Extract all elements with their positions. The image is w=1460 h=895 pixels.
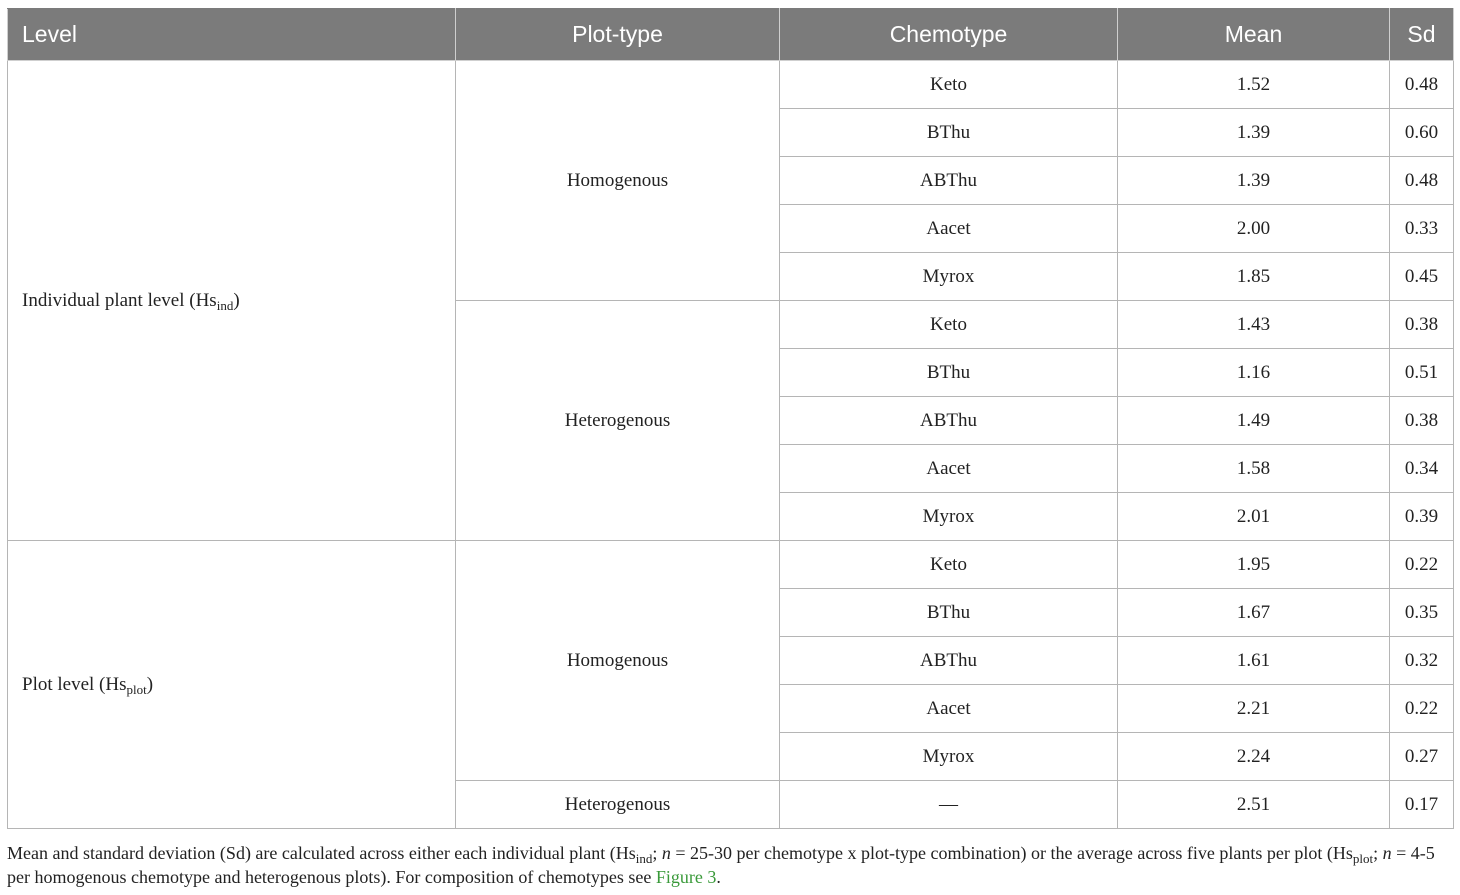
sd-cell: 0.39 <box>1390 493 1454 541</box>
chemotype-cell: BThu <box>780 589 1118 637</box>
mean-cell: 1.39 <box>1118 109 1390 157</box>
sd-cell: 0.38 <box>1390 397 1454 445</box>
mean-cell: 1.16 <box>1118 349 1390 397</box>
data-table <box>7 8 1454 829</box>
mean-cell: 1.39 <box>1118 157 1390 205</box>
sd-cell: 0.32 <box>1390 637 1454 685</box>
mean-cell: 1.43 <box>1118 301 1390 349</box>
header-chemotype: Chemotype <box>780 9 1118 61</box>
chemotype-cell: Aacet <box>780 205 1118 253</box>
header-row <box>8 9 1454 61</box>
sd-cell: 0.60 <box>1390 109 1454 157</box>
sd-cell: 0.48 <box>1390 157 1454 205</box>
sd-cell: 0.22 <box>1390 541 1454 589</box>
footnote-n: n <box>661 843 671 863</box>
sd-cell: 0.51 <box>1390 349 1454 397</box>
sd-cell: 0.27 <box>1390 733 1454 781</box>
chemotype-cell: — <box>780 781 1118 829</box>
plot-type-cell: Heterogenous <box>456 301 780 541</box>
footnote-text: = 25-30 per chemotype x plot-type combination) or the average across five plants per plot (Hs <box>670 843 1353 863</box>
chemotype-cell: ABThu <box>780 397 1118 445</box>
plot-type-cell: Heterogenous <box>456 781 780 829</box>
level-subscript: plot <box>126 681 147 697</box>
plot-type-cell: Homogenous <box>456 61 780 301</box>
chemotype-cell: Myrox <box>780 493 1118 541</box>
mean-cell: 2.51 <box>1118 781 1390 829</box>
chemotype-cell: ABThu <box>780 157 1118 205</box>
sd-cell: 0.34 <box>1390 445 1454 493</box>
header-plot-type: Plot-type <box>456 9 780 61</box>
mean-cell: 1.49 <box>1118 397 1390 445</box>
level-cell <box>8 61 456 541</box>
chemotype-cell: BThu <box>780 109 1118 157</box>
chemotype-cell: Keto <box>780 61 1118 109</box>
chemotype-cell: Aacet <box>780 445 1118 493</box>
table-row <box>8 541 1454 589</box>
sd-cell: 0.22 <box>1390 685 1454 733</box>
level-label-close: ) <box>233 289 240 311</box>
footnote-text: ; <box>1373 843 1383 863</box>
footnote-text: = 4-5 per homogenous chemotype and heterogenous plots). For composition of chemotypes see <box>7 843 1435 887</box>
mean-cell: 1.52 <box>1118 61 1390 109</box>
sd-cell: 0.35 <box>1390 589 1454 637</box>
chemotype-cell: Aacet <box>780 685 1118 733</box>
footnote-text: . <box>716 867 721 887</box>
plot-type-cell: Homogenous <box>456 541 780 781</box>
table-row <box>8 61 1454 109</box>
chemotype-cell: Myrox <box>780 253 1118 301</box>
sd-cell: 0.33 <box>1390 205 1454 253</box>
chemotype-cell: Keto <box>780 541 1118 589</box>
mean-cell: 1.85 <box>1118 253 1390 301</box>
footnote-text: Mean and standard deviation (Sd) are calculated across either each individual plant (Hs <box>7 843 636 863</box>
level-label-close: ) <box>146 673 154 695</box>
sd-cell: 0.17 <box>1390 781 1454 829</box>
header-level: Level <box>8 9 456 61</box>
chemotype-cell: Myrox <box>780 733 1118 781</box>
sd-cell: 0.48 <box>1390 61 1454 109</box>
sd-cell: 0.45 <box>1390 253 1454 301</box>
footnote-text: ; <box>652 843 662 863</box>
mean-cell: 2.24 <box>1118 733 1390 781</box>
mean-cell: 1.58 <box>1118 445 1390 493</box>
footnote-subscript: ind <box>635 851 653 866</box>
mean-cell: 2.21 <box>1118 685 1390 733</box>
level-label: Individual plant level (Hs <box>22 289 217 311</box>
level-cell <box>8 541 456 829</box>
level-subscript: ind <box>216 297 234 313</box>
figure-3-link[interactable]: Figure 3 <box>655 867 717 887</box>
header-sd: Sd <box>1390 9 1454 61</box>
mean-cell: 1.61 <box>1118 637 1390 685</box>
chemotype-cell: Keto <box>780 301 1118 349</box>
footnote-n: n <box>1382 843 1392 863</box>
sd-cell: 0.38 <box>1390 301 1454 349</box>
level-label: Plot level (Hs <box>22 673 127 695</box>
table-footnote <box>7 841 1453 889</box>
mean-cell: 2.00 <box>1118 205 1390 253</box>
mean-cell: 2.01 <box>1118 493 1390 541</box>
chemotype-cell: ABThu <box>780 637 1118 685</box>
mean-cell: 1.95 <box>1118 541 1390 589</box>
chemotype-cell: BThu <box>780 349 1118 397</box>
mean-cell: 1.67 <box>1118 589 1390 637</box>
header-mean: Mean <box>1118 9 1390 61</box>
footnote-subscript: plot <box>1352 851 1374 866</box>
